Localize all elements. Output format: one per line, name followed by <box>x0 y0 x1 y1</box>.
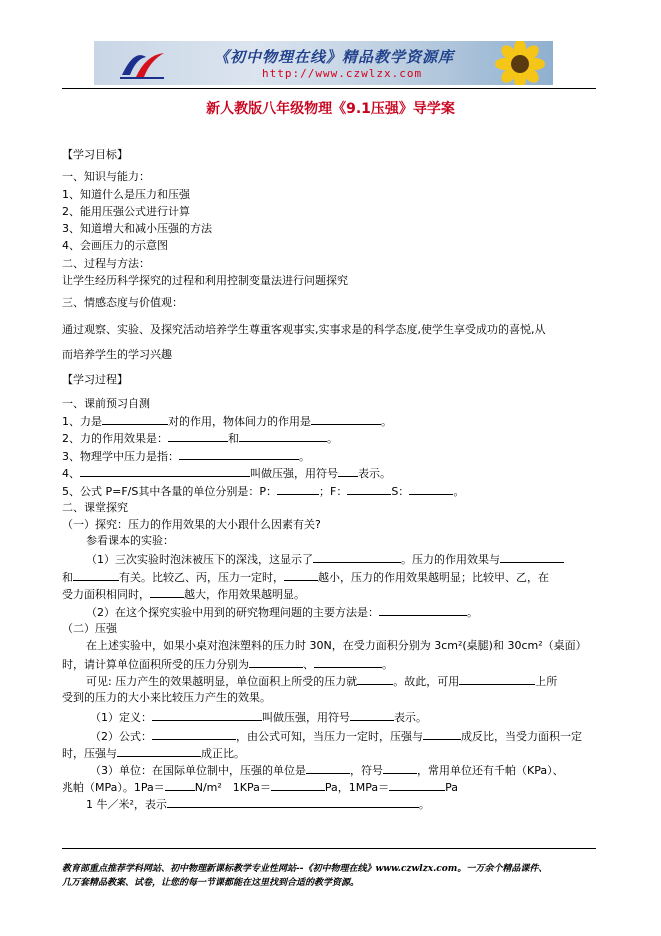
banner-title: 《初中物理在线》精品教学资源库 <box>214 48 455 66</box>
unit-meaning: 1 牛／米²，表示 。 <box>86 798 430 811</box>
answer-blank[interactable] <box>500 551 564 563</box>
answer-blank[interactable] <box>347 483 391 495</box>
site-logo-icon <box>116 47 168 81</box>
pressure-text: 在上述实验中，如果小桌对泡沫塑料的压力时 30N，在受力面积分别为 3cm²(桌腿)和 30cm²（桌面） <box>86 639 587 652</box>
answer-blank[interactable] <box>152 728 236 740</box>
answer-blank[interactable] <box>338 465 358 477</box>
answer-blank[interactable] <box>306 762 350 774</box>
objective-item: 2、能用压强公式进行计算 <box>62 205 190 218</box>
answer-blank[interactable] <box>239 430 327 442</box>
answer-blank[interactable] <box>271 779 325 791</box>
answer-blank[interactable] <box>284 569 318 581</box>
answer-blank[interactable] <box>459 673 535 685</box>
answer-blank[interactable] <box>168 430 228 442</box>
objective-item: 1、知道什么是压力和压强 <box>62 188 190 201</box>
pressure-text-cont: 时，请计算单位面积所受的压力分别为 、 。 <box>62 658 393 671</box>
answer-blank[interactable] <box>357 673 393 685</box>
formula-item: （2）公式： ，由公式可知，当压力一定时，压强与 成反比，当受力面积一定 <box>90 730 582 743</box>
objectives-process-heading: 二、过程与方法： <box>62 257 150 270</box>
document-title: 新人教版八年级物理《9.1压强》导学案 <box>206 101 455 117</box>
objectives-attitude-heading: 三、情感态度与价值观： <box>62 296 183 309</box>
footer-divider <box>62 848 596 849</box>
objective-item: 3、知道增大和减小压强的方法 <box>62 222 212 235</box>
preview-heading: 一、课前预习自测 <box>62 397 150 410</box>
question-5: 5、公式 P=F/S其中各量的单位分别是：P： ；F： S： 。 <box>62 485 465 498</box>
answer-blank[interactable] <box>117 745 201 757</box>
answer-blank[interactable] <box>314 656 382 668</box>
answer-blank[interactable] <box>277 483 319 495</box>
pressure-conclusion-cont: 受到的压力的大小来比较压力产生的效果。 <box>62 691 271 704</box>
answer-blank[interactable] <box>167 796 419 808</box>
sunflower-icon <box>491 41 549 85</box>
answer-blank[interactable] <box>73 569 119 581</box>
answer-blank[interactable] <box>80 465 250 477</box>
answer-blank[interactable] <box>379 604 467 616</box>
pressure-heading: （二）压强 <box>62 622 117 635</box>
unit-item-cont: 兆帕（MPa）。1Pa＝ N/m² 1KPa＝ Pa，1MPa＝ Pa <box>62 781 459 794</box>
banner-url: http://www.czwlzx.com <box>262 67 423 80</box>
question-3: 3、物理学中压力是指： 。 <box>62 450 310 463</box>
header-banner <box>94 41 553 85</box>
inquiry-item-1: （1）三次实验时泡沫被压下的深浅，这显示了 。压力的作用效果与 <box>86 551 564 567</box>
answer-blank[interactable] <box>313 551 401 563</box>
process-text: 让学生经历科学探究的过程和利用控制变量法进行问题探究 <box>62 274 348 287</box>
footer <box>62 862 547 890</box>
answer-blank[interactable] <box>102 413 168 425</box>
question-2: 2、力的作用效果是： 和 。 <box>62 432 338 445</box>
inquiry-intro: 参看课本的实验： <box>86 534 174 547</box>
answer-blank[interactable] <box>389 779 445 791</box>
answer-blank[interactable] <box>423 728 461 740</box>
header-divider <box>62 88 596 89</box>
inquiry-item-1-cont: 和 有关。比较乙、丙，压力一定时， 越小，压力的作用效果越明显；比较甲、乙，在 <box>62 571 549 584</box>
attitude-text: 通过观察、实验、及探究活动培养学生尊重客观事实,实事求是的科学态度,使学生享受成功的喜悦,从 <box>62 323 546 336</box>
answer-blank[interactable] <box>179 448 299 460</box>
answer-blank[interactable] <box>311 413 381 425</box>
answer-blank[interactable] <box>350 709 394 721</box>
answer-blank[interactable] <box>150 586 184 598</box>
footer-line: 教育部重点推荐学科网站、初中物理新课标教学专业性网站--《初中物理在线》www.czwlzx.com。一万余个精品课件、 <box>62 864 548 874</box>
objective-item: 4、会画压力的示意图 <box>62 239 168 252</box>
answer-blank[interactable] <box>409 483 453 495</box>
formula-item-cont: 时，压强与 成正比。 <box>62 747 245 760</box>
answer-blank[interactable] <box>165 779 195 791</box>
question-1: 1、力是 对的作用，物体间力的作用是 。 <box>62 415 392 428</box>
definition-item: （1）定义： 叫做压强，用符号 表示。 <box>90 711 427 724</box>
answer-blank[interactable] <box>383 762 417 774</box>
footer-line: 几万套精品教案、试卷，让您的每一节课都能在这里找到合适的教学资源。 <box>62 878 360 888</box>
inquiry-item-2: （2）在这个探究实验中用到的研究物理问题的主要方法是： 。 <box>86 606 478 619</box>
pressure-conclusion: 可见: 压力产生的效果越明显，单位面积上所受的压力就 。故此，可用 上所 <box>86 675 558 688</box>
objectives-knowledge-heading: 一、知识与能力： <box>62 170 150 183</box>
inquiry-item-1-cont: 受力面积相同时， 越大，作用效果越明显。 <box>62 588 305 601</box>
question-4: 4、 叫做压强，用符号 表示。 <box>62 467 391 480</box>
attitude-text-cont: 而培养学生的学习兴趣 <box>62 348 172 361</box>
classroom-heading: 二、课堂探究 <box>62 501 128 514</box>
answer-blank[interactable] <box>249 656 303 668</box>
unit-item: （3）单位：在国际单位制中，压强的单位是 ，符号 ，常用单位还有千帕（KPa）、 <box>90 764 564 777</box>
section-objectives-heading: 【学习目标】 <box>62 148 128 161</box>
section-process-heading: 【学习过程】 <box>62 373 128 386</box>
inquiry-heading: （一）探究：压力的作用效果的大小跟什么因素有关? <box>62 518 321 531</box>
answer-blank[interactable] <box>152 709 262 721</box>
